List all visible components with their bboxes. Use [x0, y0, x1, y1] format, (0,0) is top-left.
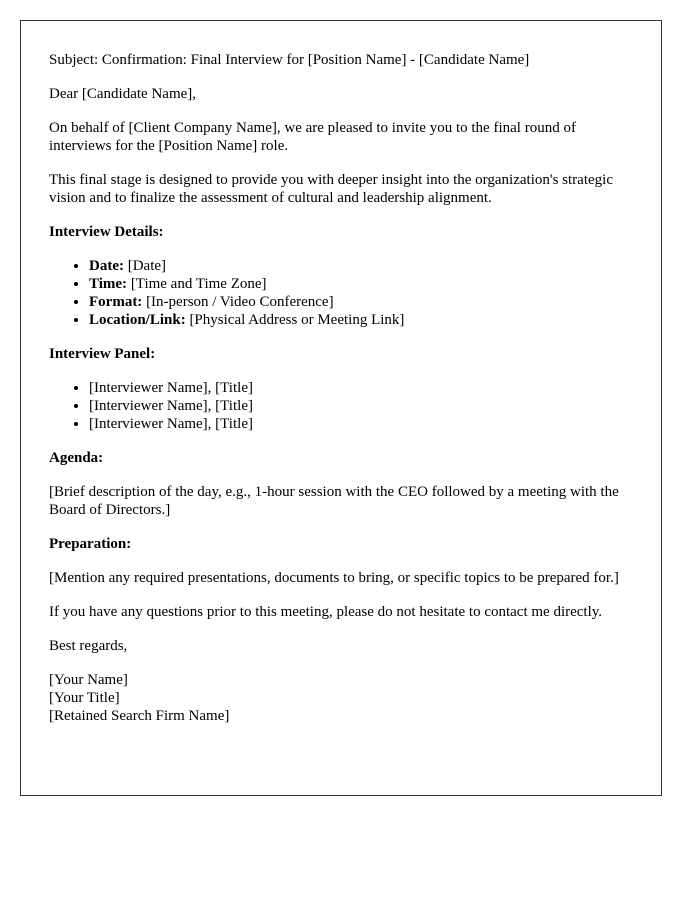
subject-line: Subject: Confirmation: Final Interview for [Position Name] - [Candidate Name]	[49, 52, 530, 68]
panel-member: • [Interviewer Name], [Title]	[89, 397, 633, 415]
detail-date: • Date: [Date]	[89, 257, 633, 275]
greeting: Dear [Candidate Name],	[49, 86, 197, 102]
panel-list	[49, 379, 633, 433]
preparation-heading: Preparation:	[49, 536, 132, 552]
letter-document	[20, 20, 662, 796]
intro-paragraph: On behalf of [Client Company Name], we are pleased to invite you to the final round of interviews for the [Position Name] role.	[49, 120, 576, 154]
panel-member: • [Interviewer Name], [Title]	[89, 415, 633, 433]
panel-heading: Interview Panel:	[49, 346, 156, 362]
signature-firm: [Retained Search Firm Name]	[49, 708, 230, 724]
agenda-text: [Brief description of the day, e.g., 1-hour session with the CEO followed by a meeting with the Board of Directors.]	[49, 484, 619, 518]
signature-name: [Your Name]	[49, 672, 128, 688]
preparation-text: [Mention any required presentations, documents to bring, or specific topics to be prepared for.]	[49, 570, 619, 586]
detail-time: • Time: [Time and Time Zone]	[89, 275, 633, 293]
signoff: Best regards,	[49, 638, 128, 654]
details-list	[49, 257, 633, 329]
details-heading: Interview Details:	[49, 224, 164, 240]
closing-paragraph: If you have any questions prior to this meeting, please do not hesitate to contact me directly.	[49, 604, 603, 620]
purpose-paragraph: This final stage is designed to provide you with deeper insight into the organization's strategic vision and to finalize the assessment of cultural and leadership alignment.	[49, 172, 613, 206]
detail-location: • Location/Link: [Physical Address or Meeting Link]	[89, 311, 633, 329]
panel-member: • [Interviewer Name], [Title]	[89, 379, 633, 397]
signature-block	[49, 671, 633, 725]
signature-title: [Your Title]	[49, 690, 120, 706]
agenda-heading: Agenda:	[49, 450, 104, 466]
detail-format: • Format: [In-person / Video Conference]	[89, 293, 633, 311]
